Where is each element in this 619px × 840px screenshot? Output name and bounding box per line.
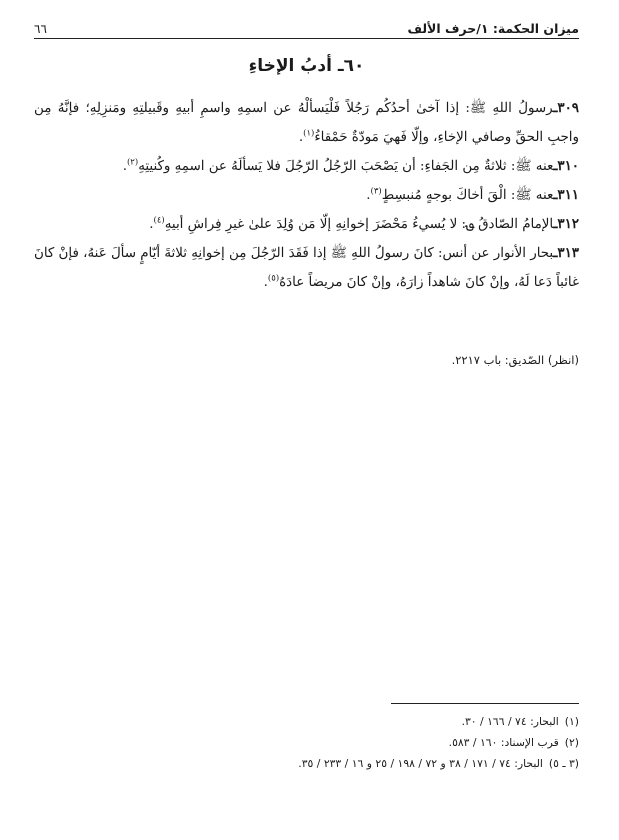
hadith-list — [34, 94, 579, 297]
footnote-ref[interactable]: (٤) — [153, 215, 165, 226]
hadith-313: ٣١٣ـبحار الأنوار عن أنس: كانَ رسولُ اللهِ ﷺ إذا فَقَدَ الرّجُلَ مِن إخوانِهِ ثلاثةَ أيّامٍ سألَ عَنهُ، فإنْ كانَ غائباً دَعا لَهُ، وإنْ كانَ شاهداً زارَهُ، وإنْ كانَ مريضاً عادَهُ$^{(٥)}$. — [34, 245, 579, 290]
see-also-reference: (انظر) الصّديق: باب ٢٢١٧. — [451, 353, 579, 367]
footnote-text: قرب الإسناد: ١٦٠ / ٥٨٣. — [448, 736, 559, 749]
hadith-number: ٣٠٩ـ — [553, 100, 579, 116]
hadith-311: ٣١١ـعنه ﷺ: الْقَ أخاكَ بوجهٍ مُنبسِطٍ$^{(٣)}$. — [366, 186, 579, 203]
page-header — [34, 14, 579, 36]
page-number: ٦٦ — [34, 22, 47, 36]
hadith-text: الإمامُ الصّادقُ ؈: لا يُسيءُ مَحْضَرَ إخوانِهِ إلّا مَن وُلِدَ علىٰ غيرِ فِراشِ أبيهِ — [164, 217, 554, 232]
hadith-number: ٣١٢ـ — [553, 216, 579, 232]
hadith-number: ٣١١ـ — [553, 187, 579, 203]
footnote-1 — [34, 711, 579, 732]
header-divider — [34, 38, 579, 39]
hadith-number: ٣١٣ـ — [553, 245, 579, 261]
footnote-3-5 — [34, 753, 579, 774]
hadith-312: ٣١٢ـالإمامُ الصّادقُ ؈: لا يُسيءُ مَحْضَرَ إخوانِهِ إلّا مَن وُلِدَ علىٰ غيرِ فِراشِ أبيهِ$^{(٤)}$. — [149, 215, 579, 232]
footnote-text: البحار: ٧٤ / ١٦٦ / ٣٠. — [461, 715, 559, 728]
section-title: ٦٠ـ أدبُ الإخاءِ — [248, 56, 365, 76]
footnote-ref[interactable]: (٥) — [267, 273, 280, 284]
footnote-text: البحار: ٧٤ / ١٧١ / ٣٨ و ٧٢ / ١٩٨ / ٢٥ و ١٦ / ٢٣٣ / ٣٥. — [298, 757, 543, 770]
hadith-text: رسولُ اللهِ ﷺ: إذا آخىٰ أحدُكُم رَجُلاً فَلْيَسألْهُ عن اسمِهِ واسمِ أبيهِ وقَبيلتِهِ ومَنزِلِهِ؛ فإنَّهُ مِن واجبِ الحقِّ وصافي الإخاءِ، وإلّا فَهيَ مَودّةٌ حَمْقاءُ — [34, 101, 579, 145]
footnotes — [34, 711, 579, 774]
hadith-text: بحار الأنوار عن أنس: كانَ رسولُ اللهِ ﷺ إذا فَقَدَ الرّجُلَ مِن إخوانِهِ ثلاثةَ أيّامٍ سألَ عَنهُ، فإنْ كانَ غائباً دَعا لَهُ، وإنْ كانَ شاهداً زارَهُ، وإنْ كانَ مريضاً عادَهُ — [34, 246, 579, 290]
footnote-marker: (٣ ـ ٥) — [548, 757, 579, 770]
footnote-marker: (١) — [564, 715, 579, 728]
running-title: ميزان الحكمة: ١/حرف الألف — [407, 21, 579, 36]
hadith-text: عنه ﷺ: الْقَ أخاكَ بوجهٍ مُنبسِطٍ — [381, 188, 554, 203]
footnote-2 — [34, 732, 579, 753]
hadith-309: ٣٠٩ـرسولُ اللهِ ﷺ: إذا آخىٰ أحدُكُم رَجُلاً فَلْيَسألْهُ عن اسمِهِ واسمِ أبيهِ وقَبيلتِهِ ومَنزِلِهِ؛ فإنَّهُ مِن واجبِ الحقِّ وصافي الإخاءِ، وإلّا فَهيَ مَودّةٌ حَمْقاءُ$^{(١)}$. — [34, 100, 579, 145]
footnote-ref[interactable]: (٣) — [370, 186, 382, 197]
footnote-marker: (٢) — [564, 736, 579, 749]
footnote-ref[interactable]: (١) — [303, 128, 315, 139]
hadith-number: ٣١٠ـ — [553, 158, 579, 174]
hadith-text: عنه ﷺ: ثلاثةٌ مِن الجَفاءِ: أن يَصْحَبَ الرّجُلُ الرّجُلَ فلا يَسألَهُ عن اسمِهِ وكُنيتِهِ — [138, 159, 554, 174]
hadith-310: ٣١٠ـعنه ﷺ: ثلاثةٌ مِن الجَفاءِ: أن يَصْحَبَ الرّجُلُ الرّجُلَ فلا يَسألَهُ عن اسمِهِ وكُنيتِهِ$^{(٢)}$. — [122, 157, 579, 174]
footnote-ref[interactable]: (٢) — [126, 157, 139, 168]
footnote-divider — [391, 703, 579, 704]
